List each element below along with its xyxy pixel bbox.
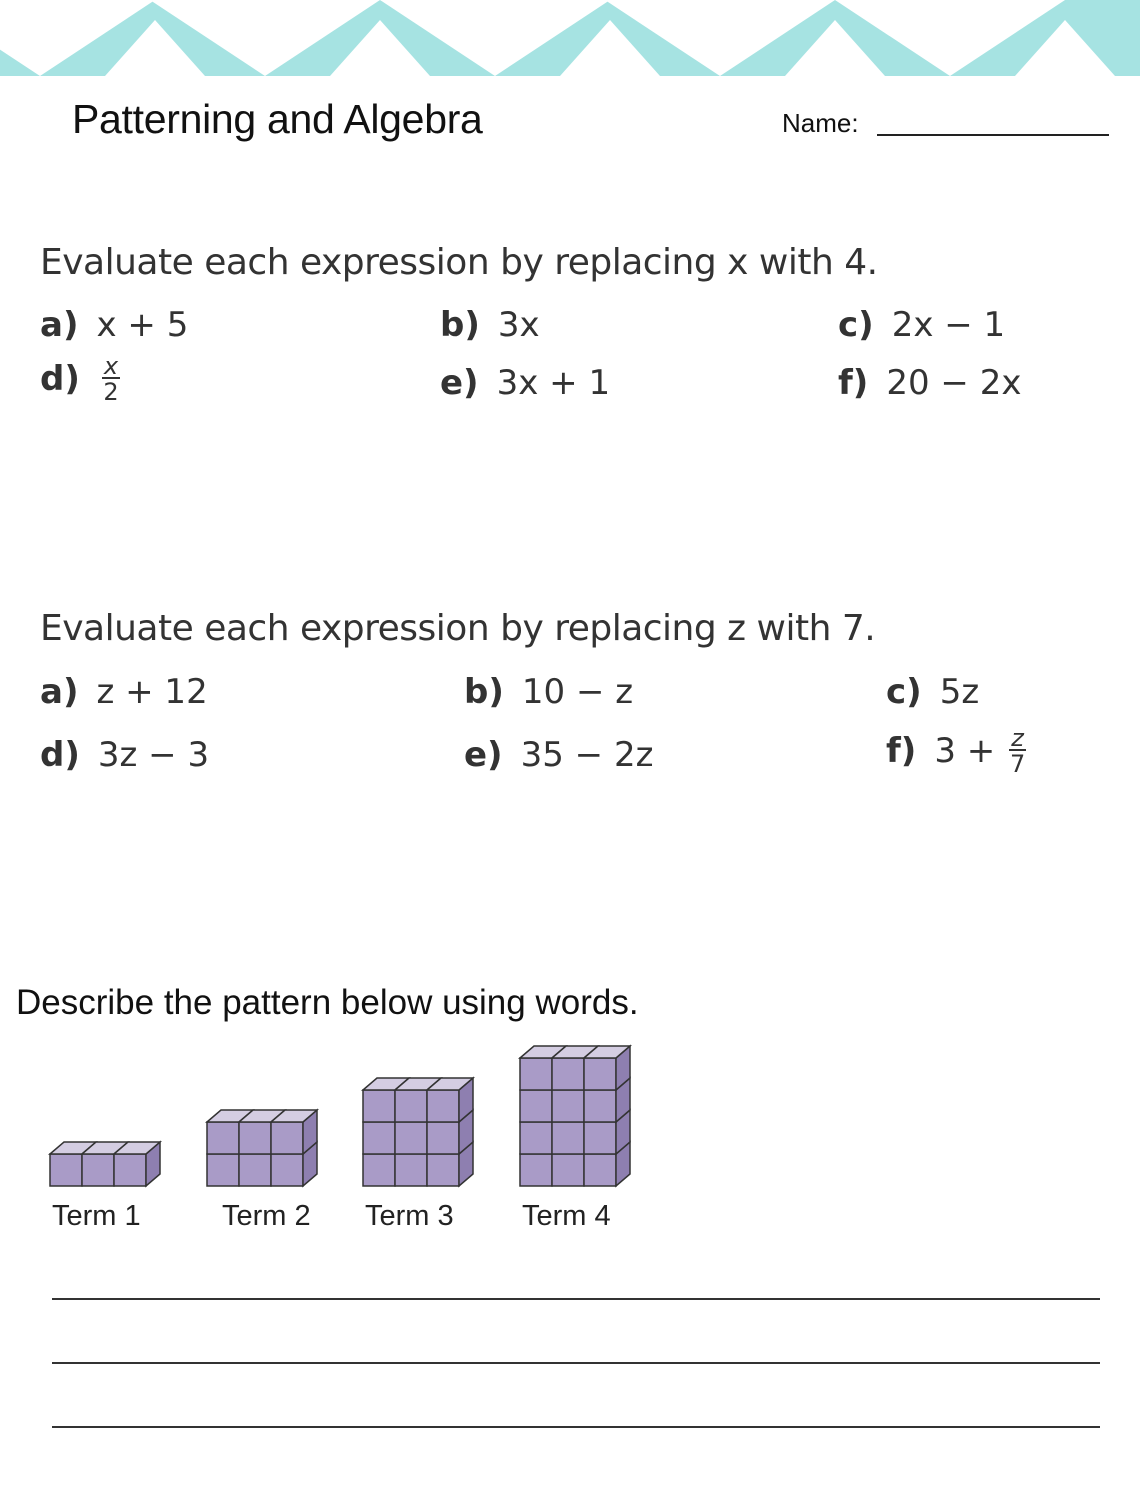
item-label: c) — [886, 672, 922, 712]
term-label: Term 4 — [522, 1200, 611, 1232]
item-expression: 20 − 2x — [886, 363, 1022, 403]
cube — [395, 1090, 427, 1122]
cube-stack — [520, 1046, 630, 1186]
cube — [427, 1122, 459, 1154]
q2-item-c — [886, 672, 979, 712]
cube — [50, 1154, 82, 1186]
q1-item-e — [440, 363, 610, 403]
cube — [584, 1090, 616, 1122]
cube — [520, 1154, 552, 1186]
name-label: Name: — [782, 108, 859, 138]
term-label: Term 2 — [222, 1200, 311, 1232]
answer-line[interactable] — [52, 1362, 1100, 1364]
cube — [552, 1090, 584, 1122]
item-label: e) — [440, 363, 479, 403]
answer-line[interactable] — [52, 1298, 1100, 1300]
item-label: b) — [440, 305, 480, 345]
item-expression: 35 − 2z — [520, 735, 654, 775]
q2-item-d — [40, 735, 209, 775]
cube — [363, 1122, 395, 1154]
item-label: d) — [40, 735, 80, 775]
q2-item-b — [464, 672, 633, 712]
cube — [271, 1154, 303, 1186]
cube — [552, 1058, 584, 1090]
cube-stack — [207, 1110, 317, 1186]
cube — [271, 1122, 303, 1154]
item-expression: 5z — [939, 672, 980, 712]
item-expression: 3z − 3 — [97, 735, 210, 775]
fraction — [102, 352, 120, 406]
cube-stack — [363, 1078, 473, 1186]
cube — [207, 1122, 239, 1154]
cube — [584, 1058, 616, 1090]
item-label: b) — [464, 672, 504, 712]
item-label: a) — [40, 672, 79, 712]
item-label: a) — [40, 305, 79, 345]
cube — [82, 1154, 114, 1186]
item-expression: 10 − z — [521, 672, 634, 712]
q2-item-f — [886, 724, 1026, 778]
fraction-denominator: 7 — [1009, 750, 1026, 778]
cube — [427, 1154, 459, 1186]
name-input-line[interactable] — [877, 134, 1109, 136]
cube — [552, 1154, 584, 1186]
item-expression: 3x + 1 — [496, 363, 611, 403]
question-3-prompt: Describe the pattern below using words. — [16, 983, 639, 1022]
cube — [239, 1122, 271, 1154]
decorative-banner — [0, 0, 1140, 76]
page-title: Patterning and Algebra — [72, 96, 483, 142]
cube — [427, 1090, 459, 1122]
cube — [395, 1154, 427, 1186]
cube — [520, 1090, 552, 1122]
fraction-denominator: 2 — [103, 378, 119, 406]
q1-item-f — [838, 363, 1021, 403]
cube — [363, 1154, 395, 1186]
q1-item-c — [838, 305, 1005, 345]
q2-item-e — [464, 735, 653, 775]
fraction-numerator: x — [103, 352, 119, 380]
cube — [520, 1122, 552, 1154]
cube — [552, 1122, 584, 1154]
cube — [395, 1122, 427, 1154]
cube — [114, 1154, 146, 1186]
cube — [520, 1058, 552, 1090]
q1-item-b — [440, 305, 540, 345]
q2-item-a — [40, 672, 208, 712]
cube-pattern-figure — [40, 1038, 660, 1198]
item-label: f) — [886, 731, 917, 771]
cube — [584, 1154, 616, 1186]
cube — [207, 1154, 239, 1186]
item-label: c) — [838, 305, 874, 345]
item-expression: z + 12 — [96, 672, 208, 712]
question-2-prompt: Evaluate each expression by replacing z with 7. — [40, 608, 876, 649]
q1-item-a — [40, 305, 188, 345]
answer-line[interactable] — [52, 1426, 1100, 1428]
term-label: Term 1 — [52, 1200, 141, 1232]
cube — [584, 1122, 616, 1154]
term-label: Term 3 — [365, 1200, 454, 1232]
cube-stack — [50, 1142, 160, 1186]
item-label: f) — [838, 363, 869, 403]
item-expression: 3x — [497, 305, 540, 345]
cube — [363, 1090, 395, 1122]
item-expression: 3 + — [934, 731, 996, 771]
question-1-prompt: Evaluate each expression by replacing x with 4. — [40, 242, 878, 283]
item-label: d) — [40, 359, 80, 399]
fraction — [1009, 724, 1026, 778]
fraction-numerator: z — [1011, 724, 1024, 752]
item-label: e) — [464, 735, 503, 775]
item-expression: 2x − 1 — [891, 305, 1006, 345]
cube — [239, 1154, 271, 1186]
item-expression: x + 5 — [96, 305, 189, 345]
q1-item-d — [40, 352, 120, 406]
